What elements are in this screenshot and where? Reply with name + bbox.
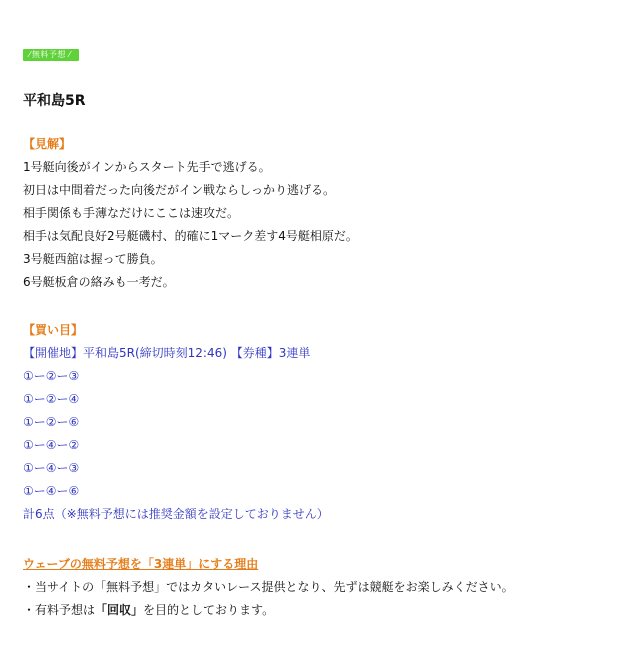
race-title: 平和島5R bbox=[23, 93, 86, 109]
slash-icon: ⁄ bbox=[65, 50, 71, 59]
pick-combo: ①ー②ー⑥ bbox=[23, 415, 80, 429]
reason-line-suffix: を目的としております。 bbox=[143, 603, 275, 617]
analysis-line: 6号艇板倉の絡みも一考だ。 bbox=[23, 275, 175, 289]
analysis-section bbox=[23, 133, 358, 294]
analysis-line: 1号艇向後がインからスタート先手で逃げる。 bbox=[23, 160, 271, 174]
picks-total: 計6点（※無料予想には推奨金額を設定しておりません） bbox=[23, 507, 329, 521]
tag-label: 無料予想 bbox=[31, 50, 66, 59]
reason-section bbox=[23, 553, 514, 622]
pick-combo: ①ー④ー⑥ bbox=[23, 484, 80, 498]
pick-combo: ①ー②ー③ bbox=[23, 369, 80, 383]
picks-heading: 【買い目】 bbox=[23, 323, 84, 337]
reason-line bbox=[23, 599, 514, 622]
free-prediction-tag bbox=[23, 49, 79, 61]
analysis-line: 初日は中間着だった向後だがイン戦ならしっかり逃げる。 bbox=[23, 183, 336, 197]
analysis-heading: 【見解】 bbox=[23, 137, 72, 151]
picks-section bbox=[23, 319, 329, 526]
reason-line-bold: 「回収」 bbox=[95, 603, 144, 617]
reason-line-prefix: ・有料予想は bbox=[23, 603, 96, 617]
slash-icon: ⁄ bbox=[29, 50, 31, 59]
analysis-line: 相手は気配良好2号艇磯村、的確に1マーク差す4号艇相原だ。 bbox=[23, 229, 358, 243]
pick-combo: ①ー④ー③ bbox=[23, 461, 80, 475]
analysis-line: 相手関係も手薄なだけにここは速攻だ。 bbox=[23, 206, 240, 220]
reason-line: ・当サイトの「無料予想」ではカタいレース提供となり、先ずは競艇をお楽しみください。 bbox=[23, 580, 514, 594]
pick-combo: ①ー④ー② bbox=[23, 438, 80, 452]
pick-combo: ①ー②ー④ bbox=[23, 392, 80, 406]
reason-heading-link[interactable]: ウェーブの無料予想を「3連単」にする理由 bbox=[23, 557, 259, 571]
picks-info: 【開催地】平和島5R(締切時刻12:46) 【券種】3連単 bbox=[23, 346, 311, 360]
analysis-line: 3号艇西舘は握って勝負。 bbox=[23, 252, 163, 266]
